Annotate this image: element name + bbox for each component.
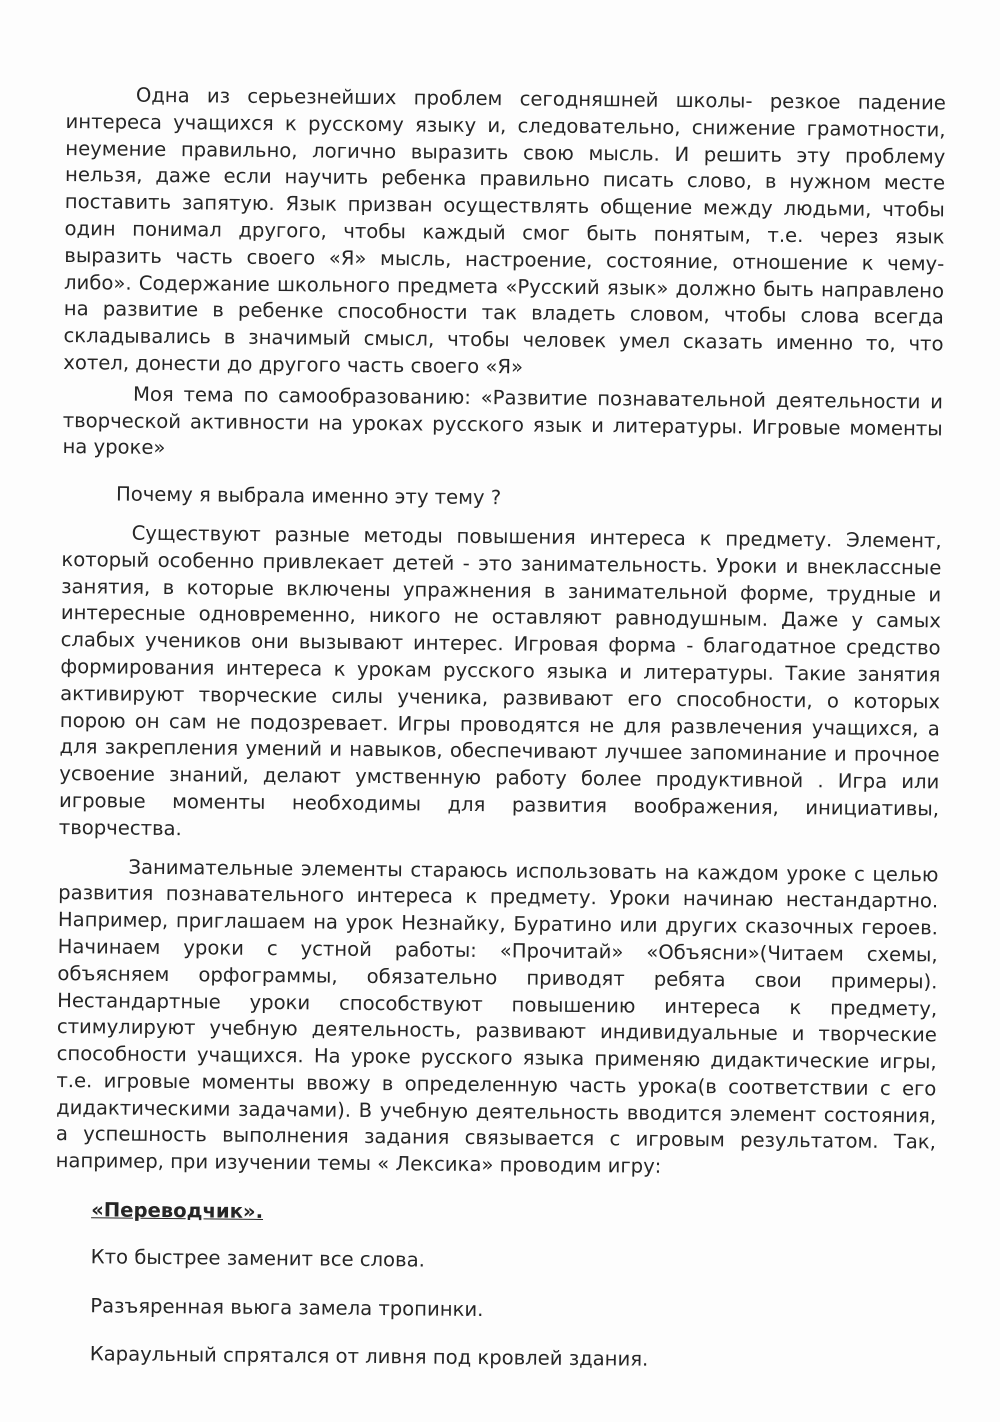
task-line-example-1: Разъяренная вьюга замела тропинки. (90, 1293, 484, 1321)
paragraph-question: Почему я выбрала именно эту тему ? (115, 482, 502, 510)
game-title: «Переводчик». (91, 1198, 264, 1224)
paragraph-intro: Одна из серьезнейших проблем сегодняшней школы- резкое падение интереса учащихся к русскому языку и, следовательно, снижение грамотности, неумение правильно, логично выразить свою мысль. И решить эту проблему нельзя, даже если научить ребенка правильно писать слово, в нужном месте поставить запятую. Язык призван осуществлять общение между людьми, чтобы один понимал другого, чтобы каждый смог быть понятым, т.е. через язык выразить часть своего «Я» мысль, настроение, состояние, отношение к чему-либо». Содержание школьного предмета «Русский язык» должно быть направлено на развитие в ребенке способности так владеть словом, чтобы слова всегда складывались в значимый смысл, чтобы человек умел сказать именно то, что хотел, донести до другого часть своего «Я» (63, 83, 946, 379)
paragraph-methods: Существуют разные методы повышения интереса к предмету. Элемент, который особенно привлекает детей - это занимательность. Уроки и внеклассные занятия, в которые включены упражнения в занимательной форме, трудные и интересные одновременно, никого не оставляют равнодушным. Даже у самых слабых учеников они вызывают интерес. Игровая форма - благодатное средство формирования интереса к урокам русского языка и литературы. Такие занятия активируют творческие силы ученика, развивают его способности, о которых порою он сам не подозревает. Игры проводятся не для развлечения учащихся, а для закрепления умений и навыков, обеспечивают лучшее запоминание и прочное усвоение знаний, делают умственную работу более продуктивной . Игра или игровые моменты необходимы для развития воображения, инициативы, творчества. (58, 521, 942, 840)
paragraph-topic: Моя тема по самообразованию: «Развитие познавательной деятельности и творческой активности на уроках русского язык и литературы. Игровые моменты на уроке» (62, 382, 944, 460)
task-line-instruction: Кто быстрее заменит все слова. (90, 1245, 426, 1272)
document-body (54, 82, 946, 1377)
task-line-example-2: Караульный спрятался от ливня под кровлей здания. (89, 1342, 649, 1372)
paragraph-elements: Занимательные элементы стараюсь использовать на каждом уроке с целью развития познавательного интереса к предмету. Уроки начинаю нестандартно. Например, приглашаем на урок Незнайку, Буратино или других сказочных героев. Начинаем уроки с устной работы: «Прочитай» «Объясни»(Читаем схемы, объясняем орфограммы, обязательно приводят ребята свои примеры). Нестандартные уроки способствуют повышению интереса к предмету, стимулируют учебную деятельность, развивают индивидуальные и творческие способности учащихся. На уроке русского языка применяю дидактические игры, т.е. игровые моменты ввожу в определенную часть урока(в соответствии с его дидактическими задачами). В учебную деятельность вводится элемент состояния, а успешность выполнения задания связывается с игровым результатом. Так, например, при изучении темы « Лексика» проводим игру: (55, 855, 939, 1179)
